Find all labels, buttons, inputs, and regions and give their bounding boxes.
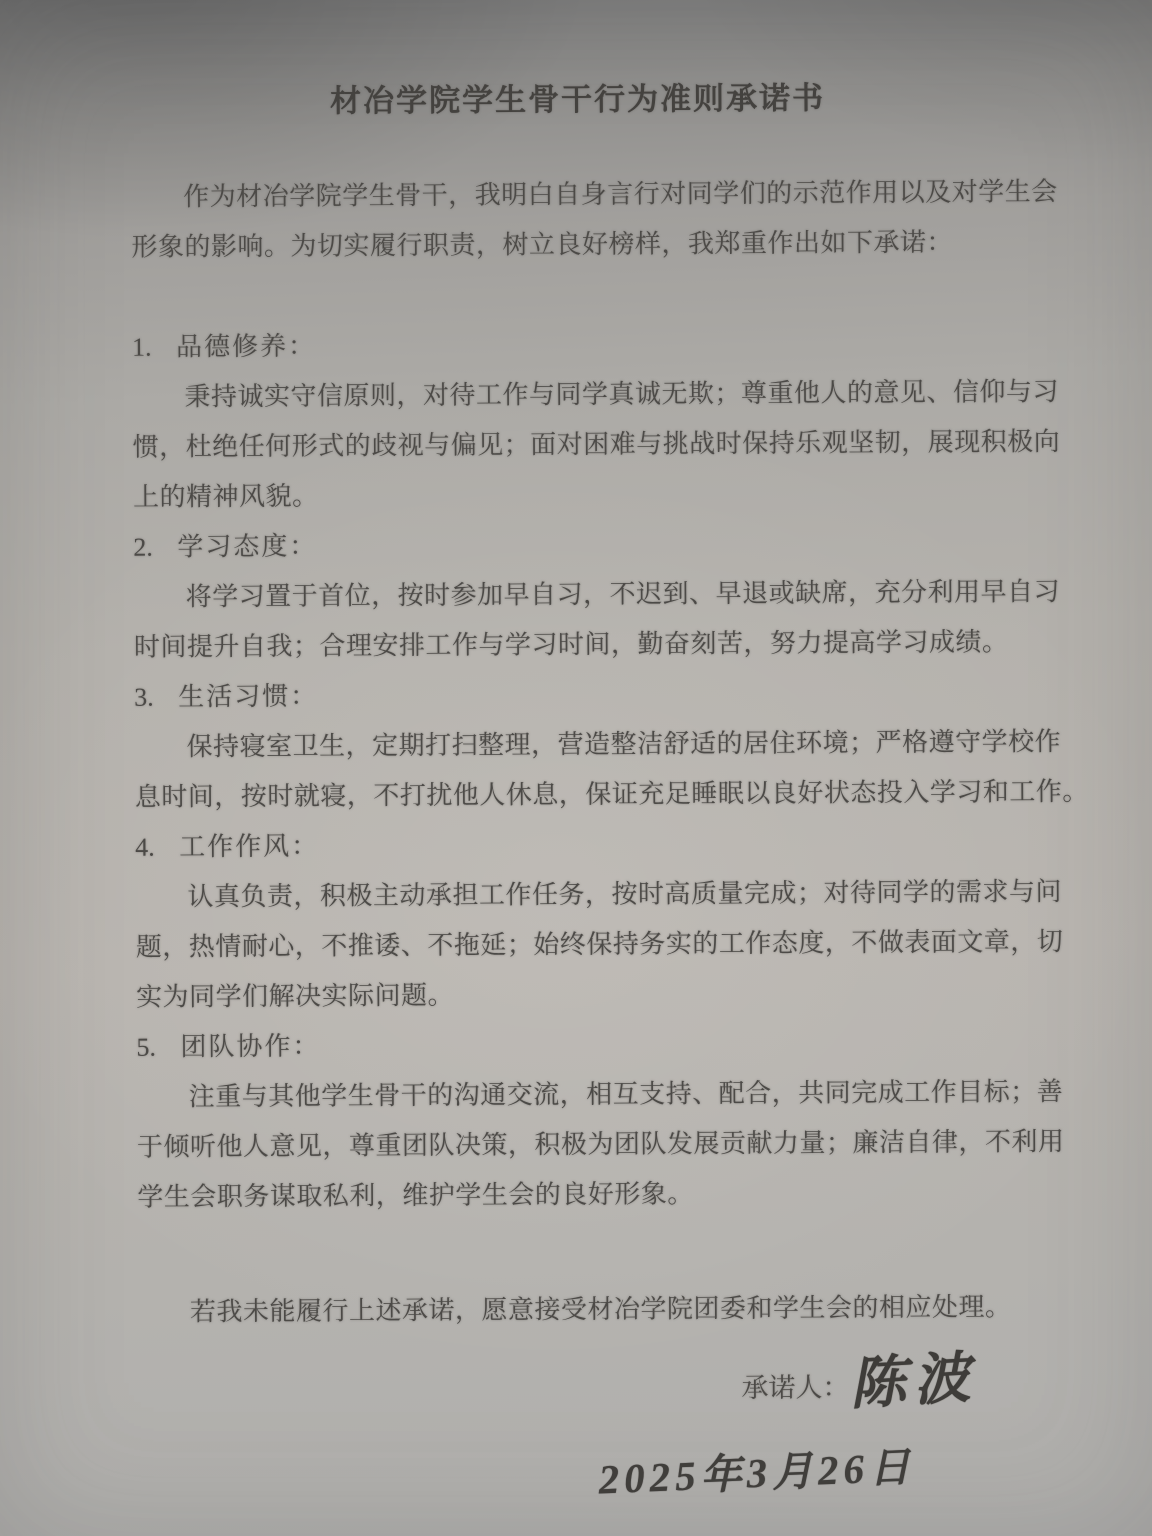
section-number: 5. (136, 1032, 156, 1062)
section-heading: 品德修养： (176, 331, 317, 362)
body-line: 注重与其他学生骨干的沟通交流，相互支持、配合，共同完成工作目标；善 (188, 1077, 1064, 1112)
body-line: 题，热情耐心，不推诿、不拖延；始终保持务实的工作态度，不做表面文章，切 (135, 927, 1064, 962)
body-line: 认真负责，积极主动承担工作任务，按时高质量完成；对待同学的需求与问 (187, 877, 1063, 912)
section-heading-row (134, 667, 1028, 722)
section-number: 2. (133, 532, 153, 562)
section-heading-row (136, 1017, 1030, 1072)
section-heading: 团队协作： (180, 1031, 321, 1062)
body-line: 时间提升自我；合理安排工作与学习时间，勤奋刻苦，努力提高学习成绩。 (133, 627, 1009, 662)
section-heading-row (133, 517, 1027, 572)
section-heading: 生活习惯： (178, 681, 319, 712)
document-title: 材冶学院学生骨干行为准则承诺书 (330, 80, 826, 119)
body-line: 秉持诚实守信原则，对待工作与同学真诚无欺；尊重他人的意见、信仰与习 (184, 377, 1060, 412)
section-heading-row (135, 817, 1029, 872)
section-number: 4. (135, 832, 155, 862)
signer-label: 承诺人： (741, 1372, 850, 1404)
section-study (133, 517, 1061, 672)
signature-row (138, 1347, 1032, 1421)
section-teamwork (136, 1017, 1065, 1222)
handwritten-signature: 陈波 (847, 1347, 980, 1417)
body-line: 学生会职务谋取私利，维护学生会的良好形象。 (137, 1179, 694, 1212)
section-living-habits (134, 667, 1089, 822)
body-line: 上的精神风貌。 (132, 481, 319, 512)
body-line: 息时间，按时就寝，不打扰他人休息，保证充足睡眠以良好状态投入学习和工作。 (134, 776, 1089, 812)
section-heading: 学习态度： (177, 531, 318, 562)
body-line: 实为同学们解决实际问题。 (135, 980, 455, 1012)
intro-line: 作为材冶学院学生骨干，我明白自身言行对同学们的示范作用以及对学生会 (183, 177, 1058, 212)
section-work-style (135, 817, 1064, 1022)
closing-statement: 若我未能履行上述承诺，愿意接受材冶学院团委和学生会的相应处理。 (189, 1292, 1012, 1327)
body-line: 惯，杜绝任何形式的歧视与偏见；面对困难与挑战时保持乐观坚韧，展现积极向 (132, 427, 1061, 462)
intro-line: 形象的影响。为切实履行职责，树立良好榜样，我郑重作出如下承诺： (131, 227, 954, 262)
section-heading: 工作作风： (179, 831, 320, 862)
section-number: 3. (134, 682, 154, 712)
handwritten-date: 2025年3月26日 (597, 1443, 916, 1503)
intro-paragraph (131, 167, 1058, 272)
section-morality (132, 317, 1061, 522)
body-line: 将学习置于首位，按时参加早自习，不迟到、早退或缺席，充分利用早自习 (185, 577, 1061, 612)
section-number: 1. (132, 332, 152, 362)
body-line: 于倾听他人意见，尊重团队决策，积极为团队发展贡献力量；廉洁自律，不利用 (136, 1127, 1065, 1162)
section-heading-row (132, 317, 1026, 372)
body-line: 保持寝室卫生，定期打扫整理，营造整洁舒适的居住环境；严格遵守学校作 (186, 727, 1062, 762)
